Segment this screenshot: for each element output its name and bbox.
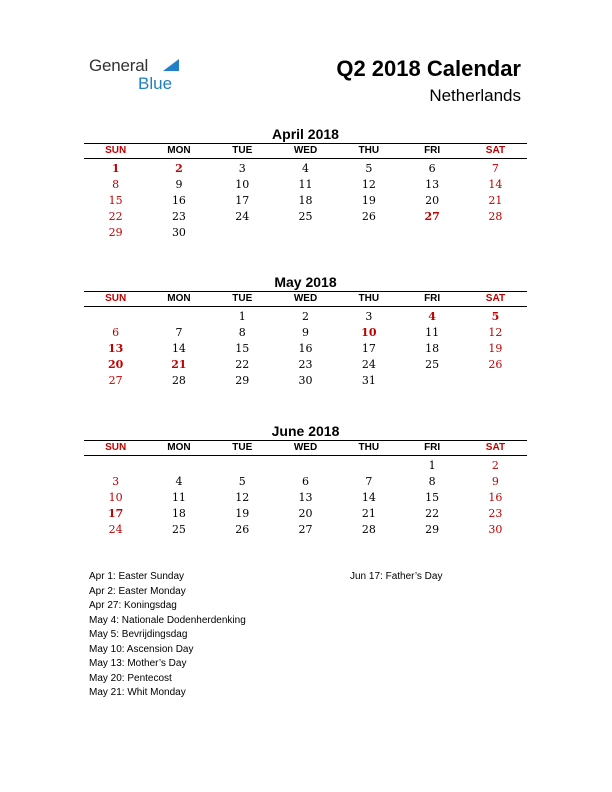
holiday-item: Jun 17: Father’s Day bbox=[350, 571, 443, 582]
day-cell: 12 bbox=[361, 178, 376, 191]
day-cell: 8 bbox=[238, 326, 246, 339]
day-cell: 15 bbox=[425, 491, 440, 504]
day-cell: 19 bbox=[235, 507, 250, 520]
day-cell: 29 bbox=[425, 523, 440, 536]
day-cell: 27 bbox=[298, 523, 313, 536]
day-cell: 29 bbox=[235, 374, 250, 387]
holiday-item: Apr 2: Easter Monday bbox=[89, 585, 186, 597]
day-cell: 7 bbox=[175, 326, 183, 339]
day-cell: 3 bbox=[365, 310, 373, 323]
day-cell bbox=[147, 309, 210, 325]
day-cell: 6 bbox=[428, 162, 436, 175]
day-cell: 17 bbox=[235, 194, 250, 207]
weekday-header: SUN bbox=[105, 293, 127, 304]
day-cell: 16 bbox=[298, 342, 313, 355]
day-cell: 9 bbox=[302, 326, 310, 339]
country-name: Netherlands bbox=[429, 86, 521, 105]
day-cell: 22 bbox=[108, 210, 123, 223]
day-cell: 24 bbox=[235, 210, 250, 223]
day-cell bbox=[464, 373, 527, 389]
day-cell: 20 bbox=[298, 507, 313, 520]
day-cell: 16 bbox=[171, 194, 186, 207]
day-cell: 19 bbox=[361, 194, 376, 207]
day-cell: 16 bbox=[488, 491, 503, 504]
day-cell bbox=[400, 373, 463, 389]
logo-triangle-icon bbox=[163, 59, 179, 71]
day-cell: 12 bbox=[488, 326, 503, 339]
day-cell: 26 bbox=[235, 523, 250, 536]
day-cell: 24 bbox=[361, 358, 376, 371]
holiday-list-left bbox=[89, 570, 246, 701]
weekday-header: THU bbox=[358, 442, 380, 453]
day-cell: 1 bbox=[111, 162, 120, 175]
logo-text-blue: Blue bbox=[138, 74, 173, 93]
day-cell: 20 bbox=[107, 358, 124, 371]
month-title: June 2018 bbox=[271, 423, 340, 439]
day-cell: 15 bbox=[235, 342, 250, 355]
holiday-item: May 21: Whit Monday bbox=[89, 687, 186, 698]
day-cell: 3 bbox=[112, 475, 120, 488]
day-cell: 14 bbox=[171, 342, 186, 355]
holiday-item: May 4: Nationale Dodenherdenking bbox=[89, 614, 246, 626]
day-cell bbox=[400, 225, 463, 241]
day-cell: 4 bbox=[302, 162, 310, 175]
day-cell: 24 bbox=[108, 523, 123, 536]
day-cell bbox=[84, 309, 147, 325]
day-cell: 1 bbox=[428, 459, 436, 472]
day-cell: 10 bbox=[108, 491, 123, 504]
day-cell: 18 bbox=[171, 507, 186, 520]
day-cell: 22 bbox=[425, 507, 440, 520]
day-cell: 27 bbox=[424, 210, 440, 223]
weekday-header: MON bbox=[167, 145, 191, 156]
day-cell: 9 bbox=[491, 475, 499, 488]
weekday-header: MON bbox=[167, 293, 191, 304]
weekday-header: TUE bbox=[232, 145, 253, 156]
weekday-header: TUE bbox=[232, 442, 253, 453]
day-cell: 14 bbox=[361, 491, 376, 504]
day-cell: 12 bbox=[235, 491, 250, 504]
weekday-header-row bbox=[84, 143, 527, 159]
day-cell: 4 bbox=[175, 475, 183, 488]
day-cell: 30 bbox=[298, 374, 313, 387]
day-grid bbox=[84, 161, 527, 241]
day-cell: 5 bbox=[491, 310, 500, 323]
day-cell: 13 bbox=[425, 178, 440, 191]
day-cell: 28 bbox=[361, 523, 376, 536]
day-cell: 2 bbox=[302, 310, 310, 323]
day-cell: 23 bbox=[171, 210, 186, 223]
holiday-list-right bbox=[350, 570, 442, 585]
day-cell: 8 bbox=[428, 475, 436, 488]
day-cell bbox=[211, 458, 274, 474]
month-may bbox=[84, 273, 527, 389]
holiday-item: May 13: Mother’s Day bbox=[89, 658, 187, 669]
day-cell: 4 bbox=[428, 310, 436, 323]
weekday-header: WED bbox=[293, 145, 318, 156]
day-cell: 6 bbox=[112, 326, 120, 339]
day-cell: 7 bbox=[365, 475, 373, 488]
day-cell: 7 bbox=[491, 162, 499, 175]
day-cell: 25 bbox=[298, 210, 313, 223]
day-cell: 30 bbox=[488, 523, 503, 536]
day-cell: 23 bbox=[298, 358, 313, 371]
weekday-header: SUN bbox=[105, 442, 127, 453]
day-cell: 28 bbox=[488, 210, 503, 223]
holiday-item: Apr 1: Easter Sunday bbox=[89, 571, 185, 582]
month-june bbox=[84, 422, 527, 538]
weekday-header: SAT bbox=[485, 293, 506, 304]
day-cell: 13 bbox=[107, 342, 124, 355]
holiday-item: May 5: Bevrijdingsdag bbox=[89, 629, 188, 640]
day-cell: 28 bbox=[171, 374, 186, 387]
day-grid bbox=[84, 458, 527, 538]
day-cell: 10 bbox=[235, 178, 250, 191]
month-april bbox=[84, 125, 527, 241]
day-cell: 15 bbox=[108, 194, 123, 207]
weekday-header: FRI bbox=[424, 442, 441, 453]
day-cell: 18 bbox=[298, 194, 313, 207]
day-cell: 29 bbox=[108, 226, 123, 239]
day-cell: 17 bbox=[107, 507, 124, 520]
weekday-header-row bbox=[84, 291, 527, 307]
day-cell: 21 bbox=[171, 358, 187, 371]
day-cell: 13 bbox=[298, 491, 313, 504]
day-cell: 26 bbox=[488, 358, 503, 371]
day-cell: 25 bbox=[171, 523, 186, 536]
weekday-header: FRI bbox=[424, 293, 441, 304]
day-cell bbox=[464, 225, 527, 241]
day-cell: 9 bbox=[175, 178, 183, 191]
weekday-header: THU bbox=[358, 145, 380, 156]
weekday-header: SUN bbox=[105, 145, 127, 156]
holiday-item: May 20: Pentecost bbox=[89, 672, 172, 684]
day-cell: 11 bbox=[425, 326, 440, 339]
day-cell: 26 bbox=[361, 210, 376, 223]
day-cell: 20 bbox=[425, 194, 440, 207]
day-cell bbox=[84, 458, 147, 474]
day-cell: 25 bbox=[425, 358, 440, 371]
day-cell: 5 bbox=[238, 475, 246, 488]
day-cell: 22 bbox=[235, 358, 250, 371]
holiday-item: Apr 27: Koningsdag bbox=[89, 600, 177, 611]
day-cell bbox=[274, 225, 337, 241]
weekday-header: SAT bbox=[485, 145, 506, 156]
month-title: April 2018 bbox=[272, 126, 339, 142]
day-cell: 14 bbox=[488, 178, 503, 191]
day-cell: 3 bbox=[238, 162, 246, 175]
day-cell: 10 bbox=[361, 326, 377, 339]
day-cell: 1 bbox=[238, 310, 246, 323]
page-title: Q2 2018 Calendar bbox=[336, 56, 521, 81]
day-cell bbox=[337, 458, 400, 474]
day-cell: 8 bbox=[112, 178, 120, 191]
day-cell: 11 bbox=[298, 178, 313, 191]
day-cell: 19 bbox=[488, 342, 503, 355]
weekday-header: FRI bbox=[424, 145, 441, 156]
day-cell: 27 bbox=[108, 374, 123, 387]
day-cell: 21 bbox=[488, 194, 503, 207]
day-cell: 23 bbox=[488, 507, 503, 520]
weekday-header-row bbox=[84, 440, 527, 456]
day-cell: 17 bbox=[361, 342, 376, 355]
day-grid bbox=[84, 309, 527, 389]
day-cell bbox=[337, 225, 400, 241]
logo bbox=[89, 56, 199, 96]
weekday-header: MON bbox=[167, 442, 191, 453]
day-cell bbox=[211, 225, 274, 241]
logo-text-general: General bbox=[89, 56, 149, 75]
day-cell: 2 bbox=[175, 162, 183, 175]
day-cell: 5 bbox=[365, 162, 373, 175]
day-cell: 11 bbox=[171, 491, 186, 504]
day-cell: 6 bbox=[302, 475, 310, 488]
day-cell: 21 bbox=[361, 507, 376, 520]
weekday-header: THU bbox=[358, 293, 380, 304]
weekday-header: WED bbox=[293, 442, 318, 453]
day-cell: 18 bbox=[425, 342, 440, 355]
holiday-item: May 10: Ascension Day bbox=[89, 643, 194, 655]
day-cell: 31 bbox=[361, 374, 376, 387]
day-cell bbox=[147, 458, 210, 474]
day-cell bbox=[274, 458, 337, 474]
weekday-header: WED bbox=[293, 293, 318, 304]
weekday-header: TUE bbox=[232, 293, 253, 304]
month-title: May 2018 bbox=[274, 274, 337, 290]
weekday-header: SAT bbox=[485, 442, 506, 453]
day-cell: 2 bbox=[491, 459, 499, 472]
day-cell: 30 bbox=[171, 226, 186, 239]
